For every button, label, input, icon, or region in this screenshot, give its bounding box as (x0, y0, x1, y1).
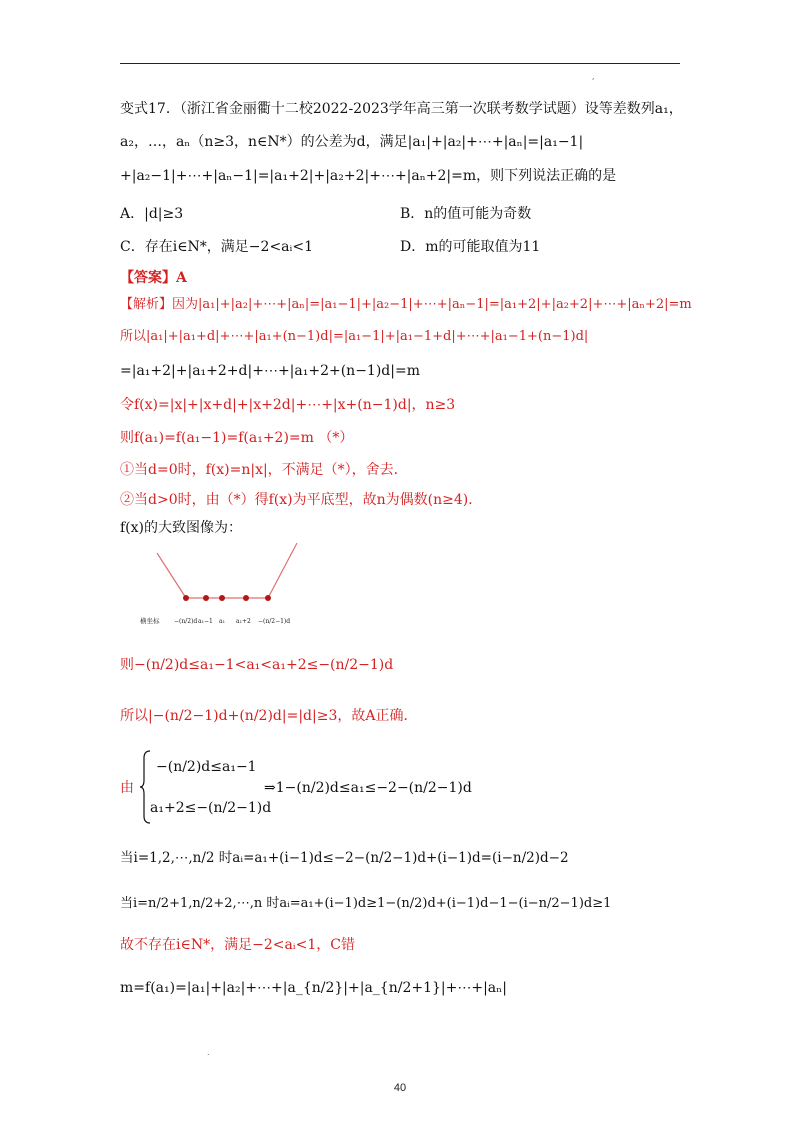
solution-line-15: m=f(a₁)=|a₁|+|a₂|+⋯+|a_{n/2}|+|a_{n/2+1}|+⋯+|aₙ| (120, 980, 507, 996)
graph-tick-label: a₁+2 (236, 618, 251, 625)
graph-point (265, 595, 271, 601)
graph-point (219, 595, 225, 601)
header-mark: , (592, 72, 595, 81)
solution-line-9: 则−(n/2)d≤a₁−1<a₁<a₁+2≤−(n/2−1)d (120, 657, 394, 673)
solution-line-6: ①当d=0时，f(x)=n|x|，不满足（*），舍去． (120, 462, 408, 478)
problem-line-2: a₂，…，aₙ（n≥3，n∈N*）的公差为d，满足|a₁|+|a₂|+⋯+|aₙ|=|a₁−1| (120, 134, 584, 150)
page-number: 40 (393, 1082, 407, 1094)
graph-point (203, 595, 209, 601)
graph-tick-label: a₁−1 (198, 618, 213, 625)
solution-line-5: 则f(a₁)=f(a₁−1)=f(a₁+2)=m （*） (120, 430, 354, 446)
solution-line-4: 令f(x)=|x|+|x+d|+|x+2d|+⋯+|x+(n−1)d|，n≥3 (120, 397, 456, 413)
solution-line-7: ②当d>0时，由（*）得f(x)为平底型，故n为偶数(n≥4)． (120, 492, 483, 508)
solution-line-1: 【解析】因为|a₁|+|a₂|+⋯+|aₙ|=|a₁−1|+|a₂−1|+⋯+|aₙ−1|=|a₁+2|+|a₂+2|+⋯+|aₙ+2|=m (120, 297, 692, 312)
graph-tick-label: −(n/2)d (174, 618, 198, 625)
problem-line-1: 变式17．（浙江省金丽衢十二校2022-2023学年高三第一次联考数学试题）设等差数列a₁， (120, 101, 683, 117)
solution-line-3: =|a₁+2|+|a₁+2+d|+⋯+|a₁+2+(n−1)d|=m (120, 363, 420, 379)
solution-line-8: f(x)的大致图像为： (120, 520, 243, 536)
solution-line-10: 所以|−(n/2−1)d+(n/2)d|=|d|≥3，故A正确． (120, 708, 418, 724)
system-implication: ⇒1−(n/2)d≤a₁≤−2−(n/2−1)d (264, 780, 472, 796)
graph-figure (140, 543, 320, 638)
option-c: C．存在i∈N*，满足−2<aᵢ<1 (120, 239, 313, 255)
solution-line-2: 所以|a₁|+|a₁+d|+⋯+|a₁+(n−1)d|=|a₁−1|+|a₁−1+d|+⋯+|a₁−1+(n−1)d| (120, 329, 589, 344)
option-b: B．n的值可能为奇数 (400, 206, 532, 222)
solution-line-13: 当i=n/2+1,n/2+2,⋯,n 时aᵢ=a₁+(i−1)d≥1−(n/2)d+(i−1)d−1−(i−n/2−1)d≥1 (120, 896, 612, 911)
graph-axis-label: 横坐标 (140, 617, 160, 625)
problem-line-3: +|a₂−1|+⋯+|aₙ−1|=|a₁+2|+|a₂+2|+⋯+|aₙ+2|=m，则下列说法正确的是 (120, 168, 617, 184)
graph-point (243, 595, 249, 601)
answer-line: 【答案】A (120, 270, 187, 286)
system-eq-2: a₁+2≤−(n/2−1)d (150, 800, 272, 816)
solution-line-12: 当i=1,2,⋯,n/2 时aᵢ=a₁+(i−1)d≤−2−(n/2−1)d+(i−1)d=(i−n/2)d−2 (120, 850, 569, 866)
graph-tick-label: −(n/2−1)d (258, 618, 291, 625)
option-d: D．m的可能取值为11 (400, 239, 541, 255)
footer-mark: . (207, 1048, 210, 1057)
graph-point (183, 595, 189, 601)
solution-line-11-lead: 由 (120, 780, 134, 796)
solution-line-14: 故不存在i∈N*，满足−2<aᵢ<1，C错 (120, 937, 355, 953)
graph-tick-label: a₁ (219, 618, 225, 625)
graph-left-branch (157, 553, 186, 598)
option-a: A．|d|≥3 (120, 206, 184, 222)
graph-right-branch (268, 543, 297, 598)
header-rule (120, 63, 680, 64)
system-eq-1: −(n/2)d≤a₁−1 (156, 759, 257, 775)
